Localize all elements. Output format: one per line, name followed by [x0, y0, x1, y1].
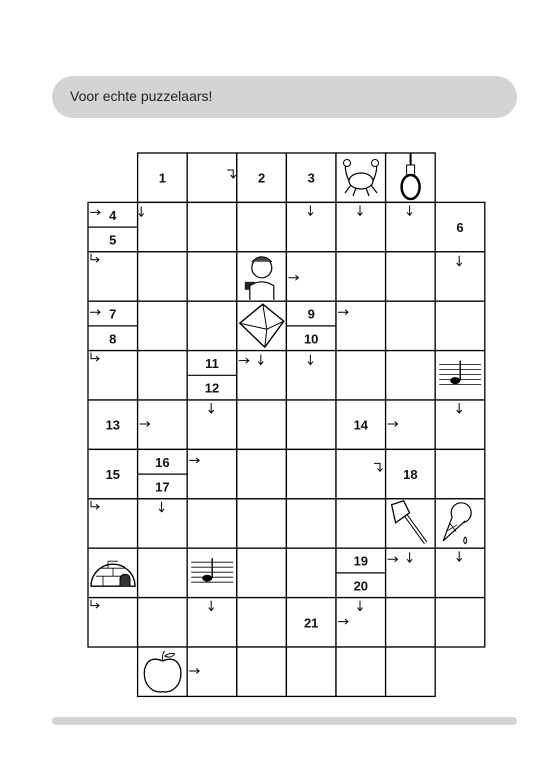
clue-number: 2: [257, 170, 266, 186]
grid-cell: [138, 400, 188, 449]
clue-number: 13: [105, 417, 121, 433]
clue-number: 16: [155, 454, 170, 470]
grid-cell: [237, 351, 287, 400]
clue-number: 10: [303, 331, 319, 347]
grid-cell: [336, 202, 386, 251]
grid-cell: [336, 252, 386, 301]
grid-cell: [286, 449, 336, 498]
grid-cell: [237, 400, 287, 449]
grid-cell: [286, 351, 336, 400]
grid-cell: [138, 598, 188, 647]
grid-cell: [386, 202, 436, 251]
clue-number: 3: [307, 170, 315, 186]
grid-cell: [237, 548, 287, 597]
grid-cell: [336, 351, 386, 400]
grid-cell: [336, 301, 386, 350]
grid-cell: [138, 499, 188, 548]
clue-number: 7: [109, 306, 117, 322]
grid-cell: [187, 153, 237, 202]
grid-cell: [237, 449, 287, 498]
grid-cell: [435, 301, 485, 350]
clue-number: 20: [353, 578, 369, 594]
clue-number: 17: [155, 479, 170, 495]
clue-number: 5: [109, 232, 117, 248]
clue-number: 21: [303, 615, 319, 631]
grid-cell: [435, 400, 485, 449]
grid-cell: [237, 647, 287, 696]
grid-cell: [138, 202, 188, 251]
grid-cell: [286, 400, 336, 449]
grid-cell: [187, 301, 237, 350]
grid-cell: [88, 252, 138, 301]
grid-cell: [187, 400, 237, 449]
grid-cell: [386, 351, 436, 400]
grid-cell: [138, 252, 188, 301]
grid-cell: [237, 202, 287, 251]
grid-cell: [286, 252, 336, 301]
grid-cell: [386, 301, 436, 350]
grid-cell: [138, 301, 188, 350]
grid-cell: [336, 598, 386, 647]
grid-cell: [336, 449, 386, 498]
grid-cell: [88, 351, 138, 400]
grid-cell: [237, 499, 287, 548]
clue-number: 18: [403, 467, 418, 483]
clue-number: 6: [456, 220, 464, 236]
page-title: Voor echte puzzelaars!: [70, 88, 213, 104]
grid-cell: [187, 449, 237, 498]
grid-cell: [138, 351, 188, 400]
grid-cell: [386, 400, 436, 449]
grid-cell: [88, 499, 138, 548]
grid-cell: [386, 647, 436, 696]
clue-number: 15: [105, 467, 121, 483]
grid-cell: [237, 598, 287, 647]
grid-cell: [286, 548, 336, 597]
grid-cell: [435, 449, 485, 498]
grid-cell: [286, 499, 336, 548]
grid-cell: [386, 548, 436, 597]
clue-number: 19: [353, 553, 369, 569]
grid-cell: [187, 499, 237, 548]
grid-cell: [187, 647, 237, 696]
bottom-bar: [52, 717, 517, 725]
clue-number: 9: [307, 306, 315, 322]
grid-cell: [435, 252, 485, 301]
grid-cell: [187, 598, 237, 647]
grid-cell: [386, 252, 436, 301]
clue-number: 1: [158, 170, 167, 186]
grid-cell: [435, 598, 485, 647]
clue-number: 14: [353, 417, 369, 433]
grid-cell: [138, 548, 188, 597]
grid-cell: [286, 647, 336, 696]
grid-cell: [336, 647, 386, 696]
clue-number: 8: [109, 331, 117, 347]
grid-cell: [286, 202, 336, 251]
grid-cell: [88, 598, 138, 647]
grid-cell: [187, 252, 237, 301]
clue-number: 11: [205, 355, 219, 371]
grid-cell: [336, 499, 386, 548]
grid-cell: [435, 548, 485, 597]
clue-number: 12: [204, 380, 220, 396]
grid-cell: [187, 202, 237, 251]
grid-cell: [386, 598, 436, 647]
clue-number: 4: [109, 207, 117, 223]
